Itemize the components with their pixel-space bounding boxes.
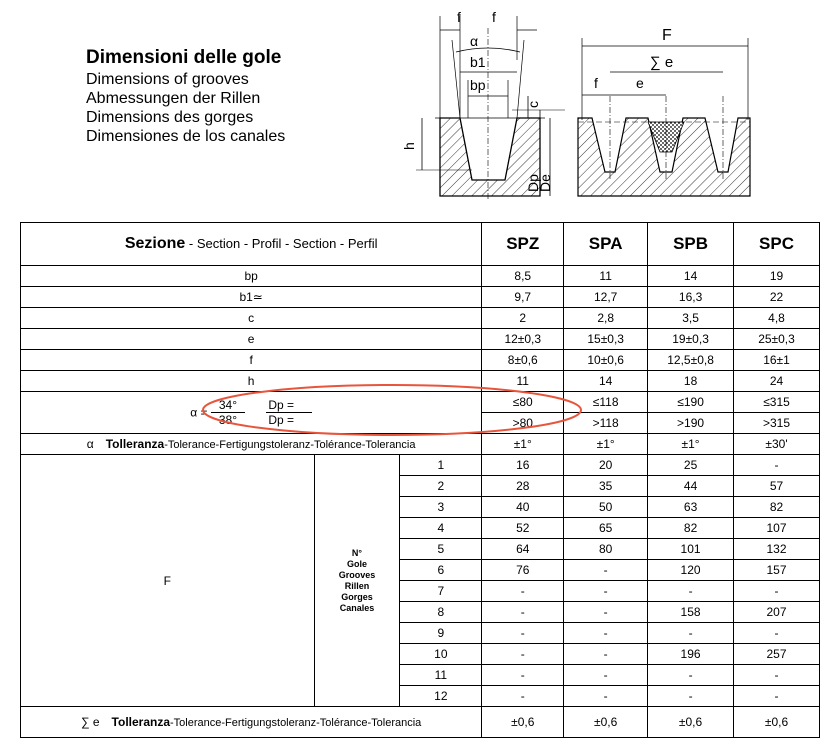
f-value-spa: 35 bbox=[564, 476, 648, 497]
sigma-tolerance-rest: -Tolerance-Fertigungstoleranz-Tolérance-Tolerancia bbox=[170, 717, 422, 729]
f-value-spb: - bbox=[648, 623, 734, 644]
f-value-spc: - bbox=[734, 686, 820, 707]
alpha-34: 34° bbox=[211, 398, 245, 413]
value-spa: 12,7 bbox=[564, 287, 648, 308]
value-spa: 15±0,3 bbox=[564, 329, 648, 350]
value-spc: 19 bbox=[734, 266, 820, 287]
value-spz: 12±0,3 bbox=[482, 329, 564, 350]
sigma-tolerance-row bbox=[21, 707, 820, 738]
f-value-spb: - bbox=[648, 581, 734, 602]
value-spa: 2,8 bbox=[564, 308, 648, 329]
alpha-symbol: α bbox=[86, 437, 94, 451]
f-value-spa: - bbox=[564, 686, 648, 707]
alpha38-spz: >80 bbox=[482, 413, 564, 434]
groove-number: 12 bbox=[400, 686, 482, 707]
grooves-label-line: Gorges bbox=[341, 591, 373, 602]
f-value-spb: - bbox=[648, 665, 734, 686]
label-f-left: f bbox=[457, 9, 461, 25]
value-spc: 25±0,3 bbox=[734, 329, 820, 350]
f-rows bbox=[21, 455, 820, 707]
f-value-spz: 28 bbox=[482, 476, 564, 497]
groove-number: 6 bbox=[400, 560, 482, 581]
label-F: F bbox=[662, 27, 672, 44]
f-value-spa: 80 bbox=[564, 539, 648, 560]
sigma-symbol: ∑ e bbox=[80, 715, 100, 729]
f-label: F bbox=[21, 455, 315, 707]
alpha-tol-spz: ±1° bbox=[482, 434, 564, 455]
f-value-spb: 82 bbox=[648, 518, 734, 539]
grooves-label-line: Grooves bbox=[338, 569, 376, 580]
label-f-pulley: f bbox=[594, 75, 598, 91]
sigma-tol-spc: ±0,6 bbox=[734, 707, 820, 738]
section-label: Sezione bbox=[124, 235, 186, 252]
value-spz: 11 bbox=[482, 371, 564, 392]
groove-number: 3 bbox=[400, 497, 482, 518]
f-value-spc: 157 bbox=[734, 560, 820, 581]
alpha34-spa: ≤118 bbox=[564, 392, 648, 413]
value-spb: 14 bbox=[648, 266, 734, 287]
f-value-spc: - bbox=[734, 623, 820, 644]
groove-number: 11 bbox=[400, 665, 482, 686]
value-spc: 16±1 bbox=[734, 350, 820, 371]
grooves-count-label bbox=[314, 455, 400, 707]
title-italian: Dimensioni delle gole bbox=[86, 47, 282, 68]
f-value-spb: 120 bbox=[648, 560, 734, 581]
value-spz: 8±0,6 bbox=[482, 350, 564, 371]
parameter-label: b1≃ bbox=[21, 287, 482, 308]
alpha38-spa: >118 bbox=[564, 413, 648, 434]
title-english: Dimensions of grooves bbox=[86, 71, 249, 88]
alpha38-spc: >315 bbox=[734, 413, 820, 434]
title-block bbox=[86, 46, 285, 146]
table-row bbox=[21, 329, 820, 350]
table-row bbox=[21, 266, 820, 287]
f-value-spa: 50 bbox=[564, 497, 648, 518]
column-header-spa: SPA bbox=[564, 223, 648, 266]
value-spa: 11 bbox=[564, 266, 648, 287]
alpha-tol-spc: ±30' bbox=[734, 434, 820, 455]
f-value-spc: - bbox=[734, 665, 820, 686]
grooves-label-line: Canales bbox=[339, 602, 375, 613]
column-header-spz: SPZ bbox=[482, 223, 564, 266]
f-value-spa: - bbox=[564, 581, 648, 602]
value-spc: 24 bbox=[734, 371, 820, 392]
f-value-spz: - bbox=[482, 581, 564, 602]
groove-number: 7 bbox=[400, 581, 482, 602]
groove-number: 4 bbox=[400, 518, 482, 539]
label-bp: bp bbox=[470, 77, 486, 93]
grooves-label-line: Rillen bbox=[344, 580, 370, 591]
table-header-row bbox=[21, 223, 820, 266]
f-value-spa: - bbox=[564, 665, 648, 686]
f-value-spz: - bbox=[482, 602, 564, 623]
f-value-spz: 52 bbox=[482, 518, 564, 539]
alpha38-spb: >190 bbox=[648, 413, 734, 434]
label-de: De bbox=[537, 174, 553, 192]
sigma-tolerance-bold: Tolleranza bbox=[111, 715, 171, 729]
alpha34-spz: ≤80 bbox=[482, 392, 564, 413]
f-value-spc: 257 bbox=[734, 644, 820, 665]
sigma-tolerance-label bbox=[21, 707, 482, 738]
groove-number: 2 bbox=[400, 476, 482, 497]
value-spa: 14 bbox=[564, 371, 648, 392]
f-value-spc: 207 bbox=[734, 602, 820, 623]
value-spb: 16,3 bbox=[648, 287, 734, 308]
dp-label-2: Dp = bbox=[268, 413, 295, 427]
f-value-spc: 57 bbox=[734, 476, 820, 497]
f-value-spa: 65 bbox=[564, 518, 648, 539]
f-value-spa: - bbox=[564, 560, 648, 581]
parameter-label: h bbox=[21, 371, 482, 392]
groove-number: 1 bbox=[400, 455, 482, 476]
sigma-tol-spz: ±0,6 bbox=[482, 707, 564, 738]
value-spb: 3,5 bbox=[648, 308, 734, 329]
f-value-spb: 25 bbox=[648, 455, 734, 476]
label-sigma-e: ∑ e bbox=[650, 54, 674, 71]
value-spa: 10±0,6 bbox=[564, 350, 648, 371]
f-value-spz: 64 bbox=[482, 539, 564, 560]
column-header-spb: SPB bbox=[648, 223, 734, 266]
f-value-spb: 101 bbox=[648, 539, 734, 560]
parameter-label: e bbox=[21, 329, 482, 350]
dp-label-1: Dp = bbox=[266, 398, 312, 413]
label-f-right: f bbox=[492, 9, 496, 25]
alpha34-spc: ≤315 bbox=[734, 392, 820, 413]
f-value-spz: 40 bbox=[482, 497, 564, 518]
f-value-spb: 196 bbox=[648, 644, 734, 665]
pulley-section-right bbox=[578, 27, 750, 196]
label-alpha: α bbox=[470, 33, 479, 49]
f-value-spc: 107 bbox=[734, 518, 820, 539]
value-spz: 8,5 bbox=[482, 266, 564, 287]
f-value-spz: - bbox=[482, 686, 564, 707]
label-b1: b1 bbox=[470, 54, 486, 70]
f-value-spz: 76 bbox=[482, 560, 564, 581]
table-row bbox=[21, 308, 820, 329]
label-h: h bbox=[401, 142, 417, 150]
parameter-label: bp bbox=[21, 266, 482, 287]
f-value-spc: 82 bbox=[734, 497, 820, 518]
groove-number: 8 bbox=[400, 602, 482, 623]
f-value-spz: - bbox=[482, 644, 564, 665]
groove-number: 10 bbox=[400, 644, 482, 665]
alpha-38: 38° bbox=[218, 413, 238, 427]
groove-diagram bbox=[400, 0, 760, 210]
parameter-label: f bbox=[21, 350, 482, 371]
f-value-spc: - bbox=[734, 581, 820, 602]
highlight-oval bbox=[199, 381, 585, 439]
grooves-label-line: N° bbox=[351, 547, 363, 558]
alpha-tolerance-rest: -Tolerance-Fertigungstoleranz-Tolérance-Tolerancia bbox=[164, 439, 416, 451]
grooves-label-line: Gole bbox=[346, 558, 367, 569]
section-label-translations: - Section - Profil - Section - Perfil bbox=[185, 236, 378, 251]
alpha-prefix: α = bbox=[190, 405, 208, 420]
f-value-spa: 20 bbox=[564, 455, 648, 476]
f-value-spb: 63 bbox=[648, 497, 734, 518]
sigma-tol-spa: ±0,6 bbox=[564, 707, 648, 738]
column-header-spc: SPC bbox=[734, 223, 820, 266]
title-french: Dimensions des gorges bbox=[86, 109, 254, 126]
value-spb: 12,5±0,8 bbox=[648, 350, 734, 371]
f-value-spa: - bbox=[564, 644, 648, 665]
value-spz: 9,7 bbox=[482, 287, 564, 308]
f-value-spa: - bbox=[564, 602, 648, 623]
f-value-spc: - bbox=[734, 455, 820, 476]
groove-dimensions-table bbox=[20, 222, 820, 738]
value-spz: 2 bbox=[482, 308, 564, 329]
alpha-tol-spa: ±1° bbox=[564, 434, 648, 455]
groove-section-left bbox=[401, 9, 565, 200]
f-value-spz: 16 bbox=[482, 455, 564, 476]
f-value-spb: - bbox=[648, 686, 734, 707]
alpha-tol-spb: ±1° bbox=[648, 434, 734, 455]
f-value-spb: 44 bbox=[648, 476, 734, 497]
alpha-tolerance-bold: Tolleranza bbox=[105, 437, 165, 451]
label-c: c bbox=[525, 101, 541, 108]
value-spc: 4,8 bbox=[734, 308, 820, 329]
section-header-cell bbox=[21, 223, 482, 266]
groove-number: 5 bbox=[400, 539, 482, 560]
f-value-spb: 158 bbox=[648, 602, 734, 623]
table-row bbox=[21, 350, 820, 371]
label-dp: Dp bbox=[525, 174, 541, 192]
alpha34-spb: ≤190 bbox=[648, 392, 734, 413]
f-value-spz: - bbox=[482, 665, 564, 686]
f-value-spa: - bbox=[564, 623, 648, 644]
f-value-spc: 132 bbox=[734, 539, 820, 560]
label-e-pulley: e bbox=[636, 75, 644, 91]
table-row bbox=[21, 287, 820, 308]
dimension-rows bbox=[21, 266, 820, 392]
value-spb: 18 bbox=[648, 371, 734, 392]
parameter-label: c bbox=[21, 308, 482, 329]
f-value-spz: - bbox=[482, 623, 564, 644]
title-spanish: Dimensiones de los canales bbox=[86, 128, 286, 145]
value-spb: 19±0,3 bbox=[648, 329, 734, 350]
f-table-row bbox=[21, 455, 820, 476]
value-spc: 22 bbox=[734, 287, 820, 308]
groove-number: 9 bbox=[400, 623, 482, 644]
sigma-tol-spb: ±0,6 bbox=[648, 707, 734, 738]
title-german: Abmessungen der Rillen bbox=[86, 90, 261, 107]
